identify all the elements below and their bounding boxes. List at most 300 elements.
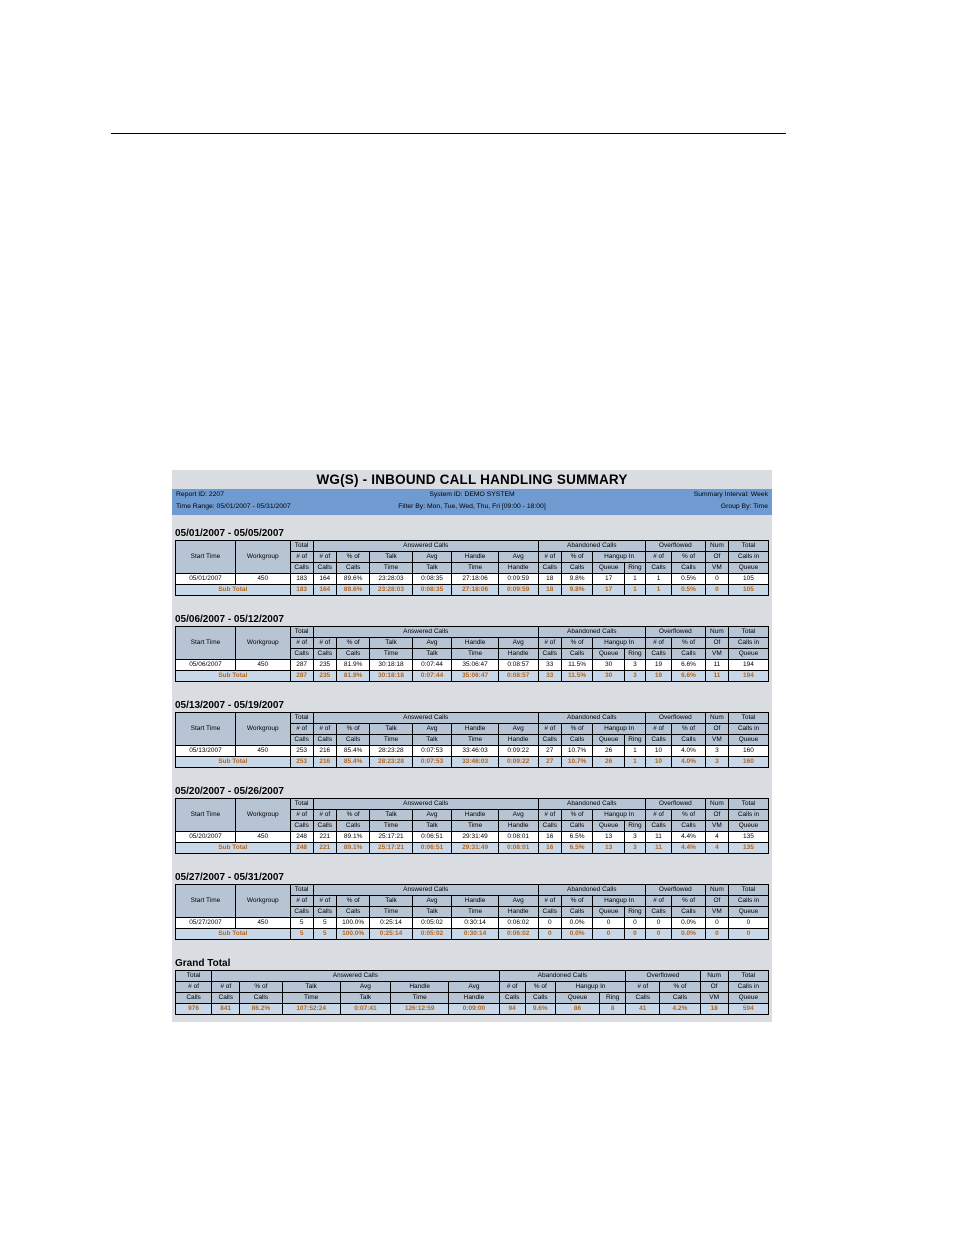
col-label: Calls [336, 821, 370, 832]
col-label: Calls [336, 563, 370, 574]
col-label: Queue [728, 821, 768, 832]
col-label: Time [282, 993, 340, 1004]
col-label: Of [705, 810, 728, 821]
col-label: Calls [313, 563, 336, 574]
table-cell: 11 [645, 832, 671, 843]
col-label: Calls [672, 649, 706, 660]
col-label: Calls [538, 735, 561, 746]
table-cell: 216 [313, 746, 336, 757]
period-table [175, 798, 769, 854]
grand-total-title: Grand Total [175, 958, 231, 969]
col-label: Avg [412, 552, 452, 563]
col-label: % of [672, 896, 706, 907]
table-cell: 183 [290, 574, 313, 585]
subtotal-cell: 0 [728, 929, 768, 940]
col-label: Talk [340, 993, 390, 1004]
col-total: Total [290, 799, 313, 810]
table-cell: 17 [593, 574, 625, 585]
subtotal-cell: 248 [290, 843, 313, 854]
table-cell: 450 [235, 918, 290, 929]
col-label: Avg [412, 810, 452, 821]
subtotal-cell: 0:09:59 [498, 585, 538, 596]
col-label: Calls in [728, 810, 768, 821]
table-cell: 35:06:47 [452, 660, 498, 671]
col-label: # of [499, 982, 525, 993]
subtotal-cell: 4.4% [672, 843, 706, 854]
col-label: Queue [593, 907, 625, 918]
grand-total-cell: 86 [555, 1004, 599, 1015]
table-cell: 235 [313, 660, 336, 671]
col-total-queue: Total [728, 713, 768, 724]
col-total: Total [176, 971, 212, 982]
col-label: VM [705, 821, 728, 832]
col-start-time: Start Time [176, 799, 236, 832]
col-label: Calls [336, 649, 370, 660]
period-table [175, 540, 769, 596]
col-label: Ring [624, 821, 645, 832]
subtotal-cell: 100.0% [336, 929, 370, 940]
subtotal-cell: 0:07:44 [412, 671, 452, 682]
table-cell: 10 [645, 746, 671, 757]
group-overflowed: Overflowed [626, 971, 700, 982]
table-row [176, 832, 769, 843]
table-row [176, 918, 769, 929]
grand-total-cell: 107:52:24 [282, 1004, 340, 1015]
table-cell: 0:07:53 [412, 746, 452, 757]
table-cell: 16 [538, 832, 561, 843]
group-abandoned-calls: Abandoned Calls [538, 541, 645, 552]
subtotal-cell: 0:08:01 [498, 843, 538, 854]
col-label: Time [452, 907, 498, 918]
table-cell: 05/06/2007 [176, 660, 236, 671]
col-label: Calls [626, 993, 660, 1004]
grand-total-cell: 94 [499, 1004, 525, 1015]
subtotal-cell: 9.8% [561, 585, 593, 596]
col-label: Avg [412, 638, 452, 649]
report-id: Report ID: 2207 [176, 491, 224, 498]
system-id: System ID: DEMO SYSTEM [429, 491, 515, 498]
subtotal-cell: 0:05:02 [412, 929, 452, 940]
col-label: Calls in [728, 982, 768, 993]
col-label: Time [452, 649, 498, 660]
col-label: Calls [313, 907, 336, 918]
group-overflowed: Overflowed [645, 627, 705, 638]
subtotal-cell: 0:30:14 [452, 929, 498, 940]
table-cell: 0:06:51 [412, 832, 452, 843]
subtotal-cell: 33 [538, 671, 561, 682]
subtotal-cell: 11 [705, 671, 728, 682]
table-cell: 6.5% [561, 832, 593, 843]
col-label: Ring [600, 993, 626, 1004]
col-label: Handle [498, 907, 538, 918]
period-table [175, 884, 769, 940]
col-label: Handle [498, 563, 538, 574]
col-label: Queue [593, 821, 625, 832]
col-label: Avg [498, 810, 538, 821]
col-label: Avg [412, 896, 452, 907]
subtotal-cell: 16 [538, 843, 561, 854]
subtotal-cell: 135 [728, 843, 768, 854]
col-label: Talk [412, 735, 452, 746]
group-abandoned-calls: Abandoned Calls [538, 713, 645, 724]
subtotal-label: Sub Total [176, 929, 291, 940]
col-label: Calls [645, 907, 671, 918]
table-cell: 0 [705, 918, 728, 929]
col-label: Calls [336, 735, 370, 746]
col-label: Calls [313, 821, 336, 832]
col-label: Talk [370, 810, 412, 821]
table-cell: 0.0% [672, 918, 706, 929]
subtotal-cell: 33:46:03 [452, 757, 498, 768]
table-cell: 85.4% [336, 746, 370, 757]
subtotal-cell: 23:28:03 [370, 585, 412, 596]
col-label: VM [700, 993, 728, 1004]
col-label: % of [660, 982, 700, 993]
col-label: Handle [452, 896, 498, 907]
table-cell: 0:25:14 [370, 918, 412, 929]
table-cell: 450 [235, 832, 290, 843]
col-label: Calls [660, 993, 700, 1004]
subtotal-cell: 0 [705, 929, 728, 940]
grand-total-cell: 8 [600, 1004, 626, 1015]
table-cell: 0:08:01 [498, 832, 538, 843]
subtotal-cell: 235 [313, 671, 336, 682]
subtotal-cell: 28:23:28 [370, 757, 412, 768]
col-label: # of [538, 810, 561, 821]
subtotal-label: Sub Total [176, 757, 291, 768]
col-label: Of [705, 638, 728, 649]
col-label: # of [313, 552, 336, 563]
subtotal-cell: 0 [705, 585, 728, 596]
col-label: Time [452, 563, 498, 574]
col-label: % of [240, 982, 282, 993]
grand-total-cell: 9.6% [525, 1004, 555, 1015]
col-label: Calls [212, 993, 240, 1004]
col-label: Queue [728, 563, 768, 574]
table-cell: 81.9% [336, 660, 370, 671]
table-cell: 11.5% [561, 660, 593, 671]
col-workgroup: Workgroup [235, 713, 290, 746]
col-label: Calls [672, 821, 706, 832]
table-cell: 0 [705, 574, 728, 585]
col-label: Calls [240, 993, 282, 1004]
col-label: Calls [645, 563, 671, 574]
col-label: % of [672, 638, 706, 649]
subtotal-label: Sub Total [176, 585, 291, 596]
col-label: Calls [290, 563, 313, 574]
subtotal-cell: 29:31:49 [452, 843, 498, 854]
col-label: Calls in [728, 552, 768, 563]
table-cell: 27 [538, 746, 561, 757]
subtotal-cell: 11.5% [561, 671, 593, 682]
col-label: Queue [555, 993, 599, 1004]
col-label: Calls [561, 563, 593, 574]
col-label: Talk [282, 982, 340, 993]
table-cell: 10.7% [561, 746, 593, 757]
period-table [175, 626, 769, 682]
grand-total-cell: 86.2% [240, 1004, 282, 1015]
table-cell: 248 [290, 832, 313, 843]
col-label: Calls [538, 649, 561, 660]
col-workgroup: Workgroup [235, 627, 290, 660]
table-cell: 0:06:02 [498, 918, 538, 929]
col-label: Handle [498, 649, 538, 660]
col-label: Queue [728, 735, 768, 746]
table-cell: 253 [290, 746, 313, 757]
col-label: Calls [499, 993, 525, 1004]
subtotal-cell: 1 [624, 585, 645, 596]
table-cell: 450 [235, 746, 290, 757]
col-label: Avg [498, 638, 538, 649]
col-label: Calls in [728, 896, 768, 907]
period-table [175, 712, 769, 768]
subtotal-label: Sub Total [176, 843, 291, 854]
table-cell: 3 [624, 832, 645, 843]
table-cell: 33:46:03 [452, 746, 498, 757]
subtotal-cell: 19 [645, 671, 671, 682]
subtotal-cell: 26 [593, 757, 625, 768]
col-label: Handle [391, 982, 449, 993]
table-cell: 4.4% [672, 832, 706, 843]
col-label: Ring [624, 649, 645, 660]
col-label: Of [705, 896, 728, 907]
col-label: Time [370, 821, 412, 832]
grand-total-cell: 4.2% [660, 1004, 700, 1015]
report-header-band [172, 489, 772, 515]
table-cell: 0:08:57 [498, 660, 538, 671]
table-cell: 1 [624, 746, 645, 757]
subtotal-cell: 0.0% [561, 929, 593, 940]
col-label: # of [645, 552, 671, 563]
col-workgroup: Workgroup [235, 885, 290, 918]
period-title: 05/01/2007 - 05/05/2007 [175, 528, 284, 539]
col-label: VM [705, 907, 728, 918]
summary-interval: Summary Interval: Week [693, 491, 768, 498]
col-label: # of [538, 724, 561, 735]
subtotal-cell: 221 [313, 843, 336, 854]
col-label: # of [538, 552, 561, 563]
table-cell: 105 [728, 574, 768, 585]
table-row [176, 746, 769, 757]
subtotal-cell: 0:07:53 [412, 757, 452, 768]
group-by: Group By: Time [720, 503, 768, 510]
col-label: Ring [624, 907, 645, 918]
col-label: Calls [561, 735, 593, 746]
period-title: 05/27/2007 - 05/31/2007 [175, 872, 284, 883]
table-cell: 6.6% [672, 660, 706, 671]
col-label: Calls [290, 735, 313, 746]
subtotal-cell: 0 [538, 929, 561, 940]
table-cell: 5 [313, 918, 336, 929]
group-abandoned-calls: Abandoned Calls [538, 885, 645, 896]
col-label: Calls in [728, 638, 768, 649]
subtotal-cell: 5 [290, 929, 313, 940]
col-start-time: Start Time [176, 885, 236, 918]
col-label: # of [290, 552, 313, 563]
subtotal-cell: 6.5% [561, 843, 593, 854]
col-label: Queue [593, 735, 625, 746]
col-label: Avg [412, 724, 452, 735]
table-cell: 5 [290, 918, 313, 929]
table-cell: 221 [313, 832, 336, 843]
col-label: % of [561, 638, 593, 649]
col-start-time: Start Time [176, 713, 236, 746]
subtotal-cell: 17 [593, 585, 625, 596]
col-label: # of [212, 982, 240, 993]
table-cell: 26 [593, 746, 625, 757]
col-total: Total [290, 713, 313, 724]
table-cell: 0 [624, 918, 645, 929]
table-cell: 89.6% [336, 574, 370, 585]
col-label: Calls [672, 907, 706, 918]
col-label: Handle [498, 821, 538, 832]
col-label: Time [452, 735, 498, 746]
subtotal-cell: 183 [290, 585, 313, 596]
subtotal-cell: 160 [728, 757, 768, 768]
subtotal-row [176, 585, 769, 596]
table-cell: 3 [624, 660, 645, 671]
table-cell: 135 [728, 832, 768, 843]
grand-total-cell: 841 [212, 1004, 240, 1015]
col-label: Calls [290, 907, 313, 918]
subtotal-row [176, 843, 769, 854]
col-total: Total [290, 627, 313, 638]
col-label: Of [705, 552, 728, 563]
col-label: # of [538, 638, 561, 649]
table-cell: 30:18:18 [370, 660, 412, 671]
col-label: Avg [449, 982, 499, 993]
col-label: % of [672, 810, 706, 821]
period-title: 05/20/2007 - 05/26/2007 [175, 786, 284, 797]
col-label: Time [391, 993, 449, 1004]
col-label: Calls [538, 563, 561, 574]
table-cell: 4 [705, 832, 728, 843]
col-label: Queue [593, 563, 625, 574]
grand-total-row [176, 1004, 769, 1015]
subtotal-cell: 0 [645, 929, 671, 940]
report-title: WG(S) - INBOUND CALL HANDLING SUMMARY [316, 472, 628, 487]
group-answered-calls: Answered Calls [313, 541, 538, 552]
subtotal-row [176, 671, 769, 682]
col-label: Handle [452, 724, 498, 735]
subtotal-label: Sub Total [176, 671, 291, 682]
col-label: Avg [498, 896, 538, 907]
table-cell: 0.0% [561, 918, 593, 929]
col-label: Calls [561, 649, 593, 660]
col-label: Talk [370, 638, 412, 649]
subtotal-cell: 89.1% [336, 843, 370, 854]
col-label: Calls [672, 563, 706, 574]
col-label: % of [672, 724, 706, 735]
col-label: # of [645, 638, 671, 649]
table-cell: 0:09:22 [498, 746, 538, 757]
col-label: Handle [452, 638, 498, 649]
table-cell: 28:23:28 [370, 746, 412, 757]
table-cell: 18 [538, 574, 561, 585]
col-total-queue: Total [728, 885, 768, 896]
col-label: Calls [313, 649, 336, 660]
subtotal-cell: 4 [705, 843, 728, 854]
subtotal-cell: 13 [593, 843, 625, 854]
col-label: # of [313, 896, 336, 907]
table-cell: 0 [593, 918, 625, 929]
col-label: Calls [645, 649, 671, 660]
subtotal-cell: 85.4% [336, 757, 370, 768]
subtotal-row [176, 757, 769, 768]
table-cell: 05/01/2007 [176, 574, 236, 585]
col-label: Calls [645, 735, 671, 746]
table-cell: 89.1% [336, 832, 370, 843]
table-cell: 13 [593, 832, 625, 843]
subtotal-cell: 30:18:18 [370, 671, 412, 682]
table-cell: 1 [624, 574, 645, 585]
col-label: VM [705, 649, 728, 660]
col-label: Calls [538, 821, 561, 832]
col-label: Handle [498, 735, 538, 746]
col-label: Calls [538, 907, 561, 918]
subtotal-cell: 253 [290, 757, 313, 768]
subtotal-cell: 18 [538, 585, 561, 596]
subtotal-cell: 25:17:21 [370, 843, 412, 854]
table-cell: 0 [645, 918, 671, 929]
col-label: Talk [412, 821, 452, 832]
col-label: % of [561, 552, 593, 563]
col-label: Of [700, 982, 728, 993]
table-cell: 160 [728, 746, 768, 757]
subtotal-cell: 6.6% [672, 671, 706, 682]
subtotal-cell: 164 [313, 585, 336, 596]
time-range: Time Range: 05/01/2007 - 05/31/2007 [176, 503, 291, 510]
table-cell: 0:09:59 [498, 574, 538, 585]
col-num: Num [705, 541, 728, 552]
col-label: VM [705, 563, 728, 574]
col-label: Talk [370, 896, 412, 907]
col-label: % of [336, 810, 370, 821]
period-section [175, 785, 769, 854]
subtotal-cell: 0.0% [672, 929, 706, 940]
table-cell: 0:08:35 [412, 574, 452, 585]
col-label: # of [313, 724, 336, 735]
subtotal-cell: 0:06:02 [498, 929, 538, 940]
col-total: Total [290, 885, 313, 896]
grand-total-section [175, 957, 769, 1015]
subtotal-cell: 11 [645, 843, 671, 854]
grand-total-cell: 126:12:59 [391, 1004, 449, 1015]
subtotal-cell: 3 [624, 671, 645, 682]
period-title: 05/06/2007 - 05/12/2007 [175, 614, 284, 625]
col-label: # of [290, 810, 313, 821]
group-abandoned-calls: Abandoned Calls [538, 627, 645, 638]
table-cell: 287 [290, 660, 313, 671]
col-label: Queue [728, 907, 768, 918]
report-image [172, 470, 772, 1022]
col-label: Calls [561, 907, 593, 918]
col-label: Talk [412, 563, 452, 574]
table-cell: 0 [728, 918, 768, 929]
group-answered-calls: Answered Calls [313, 799, 538, 810]
table-cell: 29:31:49 [452, 832, 498, 843]
col-label: Hangup In [593, 552, 646, 563]
col-label: % of [525, 982, 555, 993]
table-row [176, 574, 769, 585]
col-label: Hangup In [593, 724, 646, 735]
col-label: # of [313, 638, 336, 649]
col-label: % of [336, 724, 370, 735]
col-label: Talk [412, 649, 452, 660]
page-header-rule [111, 133, 786, 134]
group-overflowed: Overflowed [645, 885, 705, 896]
subtotal-cell: 287 [290, 671, 313, 682]
